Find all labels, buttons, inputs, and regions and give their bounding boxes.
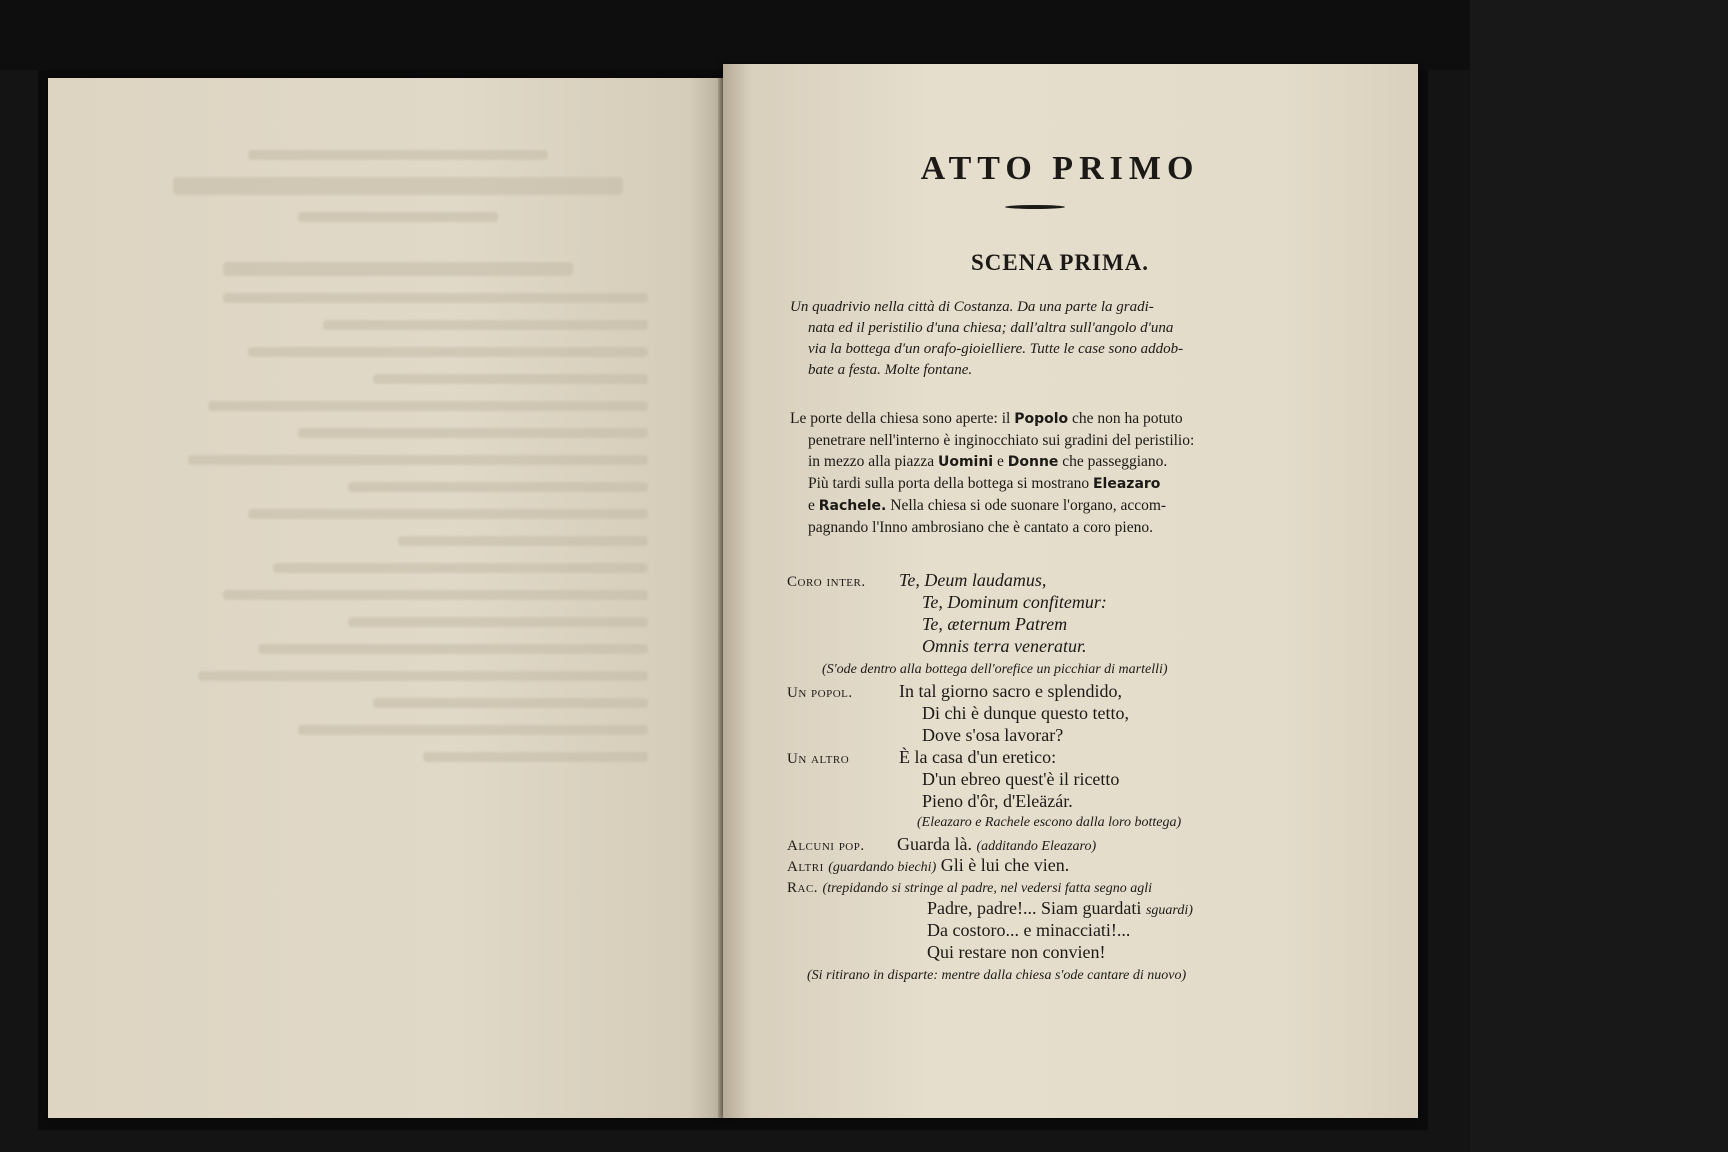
- verse-line: Di chi è dunque questo tetto,: [922, 703, 1129, 723]
- stage-text: Nella chiesa si ode suonare l'organo, accom-: [886, 497, 1167, 514]
- verse-line: In tal giorno sacro e splendido,: [899, 681, 1122, 701]
- speaker-rac: Rac.: [787, 880, 819, 896]
- stage-line: [790, 495, 1287, 517]
- stage-direction: (additando Eleazaro): [976, 839, 1097, 854]
- speaker-popol: Un popol.: [787, 685, 853, 701]
- character-uomini: Uomini: [937, 454, 994, 470]
- verse-line: Padre, padre!... Siam guardati: [927, 898, 1142, 918]
- stage-line: [790, 410, 1183, 427]
- stage-line: [790, 473, 1287, 495]
- verse-row: [787, 834, 1096, 857]
- verse-row: [787, 876, 1152, 899]
- backdrop-top: [0, 0, 1728, 70]
- stage-text: e: [993, 453, 1008, 470]
- left-page: [48, 78, 723, 1118]
- stage-direction: (S'ode dentro alla bottega dell'orefice un picchiar di martelli): [822, 662, 1168, 677]
- stage-direction: (guardando biechi): [828, 860, 937, 875]
- title-rule: [1005, 205, 1065, 209]
- backdrop-right: [1470, 0, 1728, 1152]
- stage-text: e: [808, 497, 819, 514]
- verse-line: Da costoro... e minacciati!...: [927, 920, 1131, 940]
- verse-row: [787, 855, 1069, 878]
- stage-text: che non ha potuto: [1068, 410, 1183, 427]
- stage-text: Le porte della chiesa sono aperte: il: [790, 410, 1015, 427]
- stage-direction: (Si ritirano in disparte: mentre dalla chiesa s'ode cantare di nuovo): [807, 968, 1187, 983]
- act-title: ATTO PRIMO: [920, 150, 1200, 187]
- verse-line: È la casa d'un eretico:: [899, 747, 1057, 767]
- desc-line: nata ed il peristilio d'una chiesa; dall'altra sull'angolo d'una: [808, 320, 1174, 336]
- speaker-altri: Altri: [787, 859, 824, 875]
- verse-line: Te, Deum laudamus,: [899, 570, 1047, 590]
- verse-line: Qui restare non convien!: [927, 942, 1106, 962]
- verse-row: [787, 747, 1056, 770]
- verse-line: Omnis terra veneratur.: [922, 636, 1087, 656]
- stage-direction: (trepidando si stringe al padre, nel vedersi fatta segno agli: [822, 881, 1153, 896]
- character-popolo: Popolo: [1014, 411, 1069, 427]
- desc-line: via la bottega d'un orafo-gioielliere. Tutte le case sono addob-: [808, 341, 1184, 357]
- stage-line: pagnando l'Inno ambrosiano che è cantato a coro pieno.: [808, 519, 1153, 536]
- stage-line: [790, 451, 1287, 473]
- verse-line: Pieno d'ôr, d'Eleäzár.: [922, 791, 1073, 811]
- speaker-altro: Un altro: [787, 751, 850, 767]
- verse-row: [787, 570, 1046, 593]
- desc-line: bate a festa. Molte fontane.: [808, 362, 973, 378]
- verse-line: Te, æternum Patrem: [922, 614, 1068, 634]
- desc-line: Un quadrivio nella città di Costanza. Da una parte la gradi-: [790, 299, 1154, 315]
- scene-description: [790, 297, 1285, 381]
- stage-text: Più tardi sulla porta della bottega si mostrano: [808, 475, 1093, 492]
- speaker-coro: Coro inter.: [787, 574, 866, 590]
- stage-text: in mezzo alla piazza: [808, 453, 938, 470]
- character-rachele: Rachele.: [818, 498, 887, 514]
- scene-title: SCENA PRIMA.: [970, 250, 1150, 275]
- verse-line: Guarda là.: [897, 834, 972, 854]
- character-eleazaro: Eleazaro: [1092, 476, 1161, 492]
- stage-text: che passeggiano.: [1058, 453, 1168, 470]
- verse-line: D'un ebreo quest'è il ricetto: [922, 769, 1120, 789]
- stage-directions: [790, 408, 1287, 538]
- stage-direction: (Eleazaro e Rachele escono dalla loro bottega): [917, 815, 1182, 830]
- stage-direction: sguardi): [1145, 903, 1193, 918]
- verse-row: [787, 681, 1122, 704]
- verse-line: Dove s'osa lavorar?: [922, 725, 1064, 745]
- verse-line: Gli è lui che vien.: [940, 855, 1070, 875]
- show-through-text: [148, 133, 648, 779]
- character-donne: Donne: [1007, 454, 1059, 470]
- stage-line: penetrare nell'interno è inginocchiato sui gradini del peristilio:: [808, 432, 1195, 449]
- verse-line: Te, Dominum confitemur:: [922, 592, 1107, 612]
- speaker-alcuni: Alcuni pop.: [787, 838, 865, 854]
- verse-row: [927, 898, 1193, 921]
